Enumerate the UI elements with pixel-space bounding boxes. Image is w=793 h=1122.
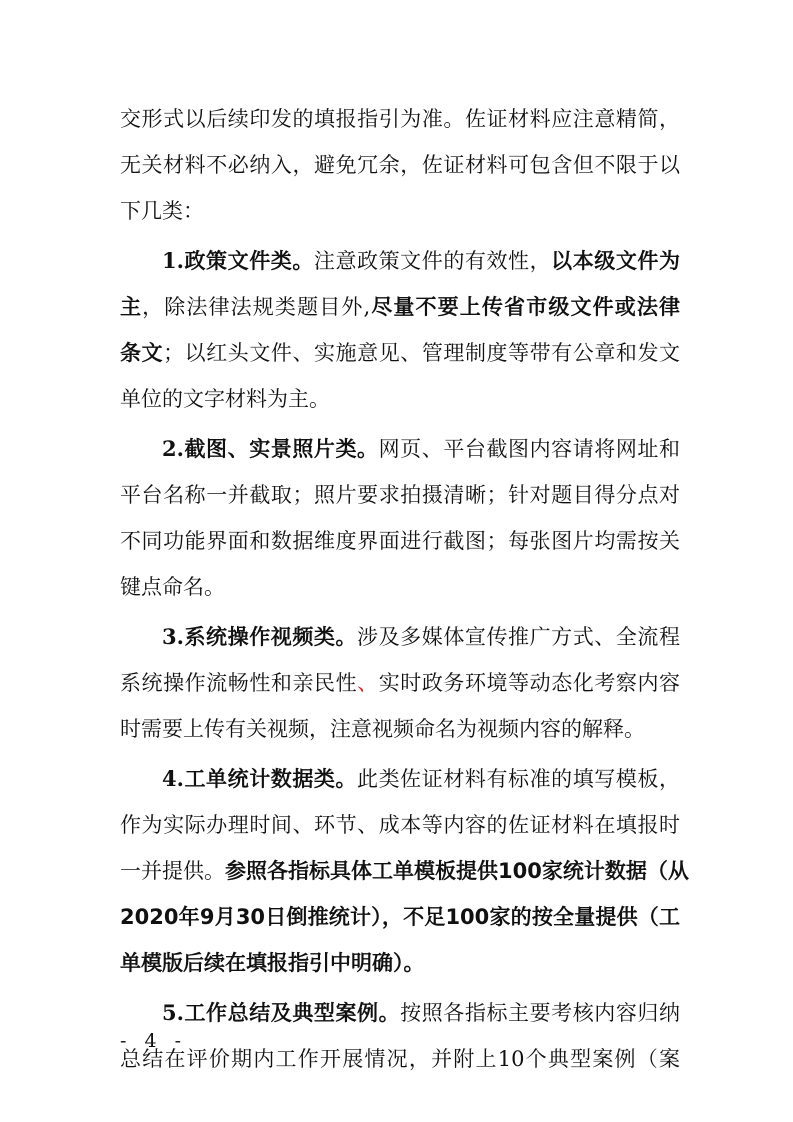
section-3-line: 时需要上传有关视频，注意视频命名为视频内容的解释。 bbox=[120, 717, 645, 741]
section-3-line: 3.系统操作视频类。涉及多媒体宣传推广方式、全流程 bbox=[162, 624, 680, 649]
page-number: - 4 - bbox=[120, 1030, 188, 1052]
section-2-line: 键点命名。 bbox=[120, 575, 225, 599]
section-5-line: 5.工作总结及典型案例。按照各指标主要考核内容归纳 bbox=[162, 1000, 680, 1025]
document-body bbox=[120, 96, 689, 1082]
section-5-line: 总结在评价期内工作开展情况，并附上10个典型案例（案 bbox=[120, 1047, 680, 1071]
paragraph-line: 下几类： bbox=[120, 199, 204, 223]
section-3-line: 系统操作流畅性和亲民性、实时政务环境等动态化考察内容 bbox=[120, 671, 681, 695]
section-1-line: 1.政策文件类。注意政策文件的有效性，以本级文件为 bbox=[162, 248, 680, 273]
section-4-heading: 4.工单统计数据类。 bbox=[162, 766, 358, 791]
section-1-heading: 1.政策文件类。 bbox=[162, 248, 314, 273]
paragraph-line: 交形式以后续印发的填报指引为准。佐证材料应注意精简， bbox=[120, 107, 680, 131]
section-1-line: 单位的文字材料为主。 bbox=[120, 387, 330, 411]
section-4-line: 作为实际办理时间、环节、成本等内容的佐证材料在填报时 bbox=[120, 813, 680, 837]
paragraph-line: 无关材料不必纳入，避免冗余，佐证材料可包含但不限于以 bbox=[120, 153, 680, 177]
section-4-line: 2020年9月30日倒推统计），不足100家的按全量提供（工 bbox=[120, 905, 680, 929]
section-4-line: 4.工单统计数据类。此类佐证材料有标准的填写模板， bbox=[162, 766, 680, 791]
section-2-line: 平台名称一并截取；照片要求拍摄清晰；针对题目得分点对 bbox=[120, 483, 680, 507]
section-1-line: 主，除法律法规类题目外,尽量不要上传省市级文件或法律 bbox=[120, 295, 680, 319]
section-4-line: 单模版后续在填报指引中明确）。 bbox=[120, 951, 425, 975]
section-4-line: 一并提供。参照各指标具体工单模板提供100家统计数据（从 bbox=[120, 859, 689, 883]
section-2-heading: 2.截图、实景照片类。 bbox=[162, 436, 379, 461]
section-3-heading: 3.系统操作视频类。 bbox=[162, 624, 358, 649]
section-1-line: 条文；以红头文件、实施意见、管理制度等带有公章和发文 bbox=[120, 341, 681, 365]
section-5-heading: 5.工作总结及典型案例。 bbox=[162, 1000, 401, 1025]
section-2-line: 2.截图、实景照片类。网页、平台截图内容请将网址和 bbox=[162, 436, 680, 461]
section-2-line: 不同功能界面和数据维度界面进行截图；每张图片均需按关 bbox=[120, 529, 680, 553]
